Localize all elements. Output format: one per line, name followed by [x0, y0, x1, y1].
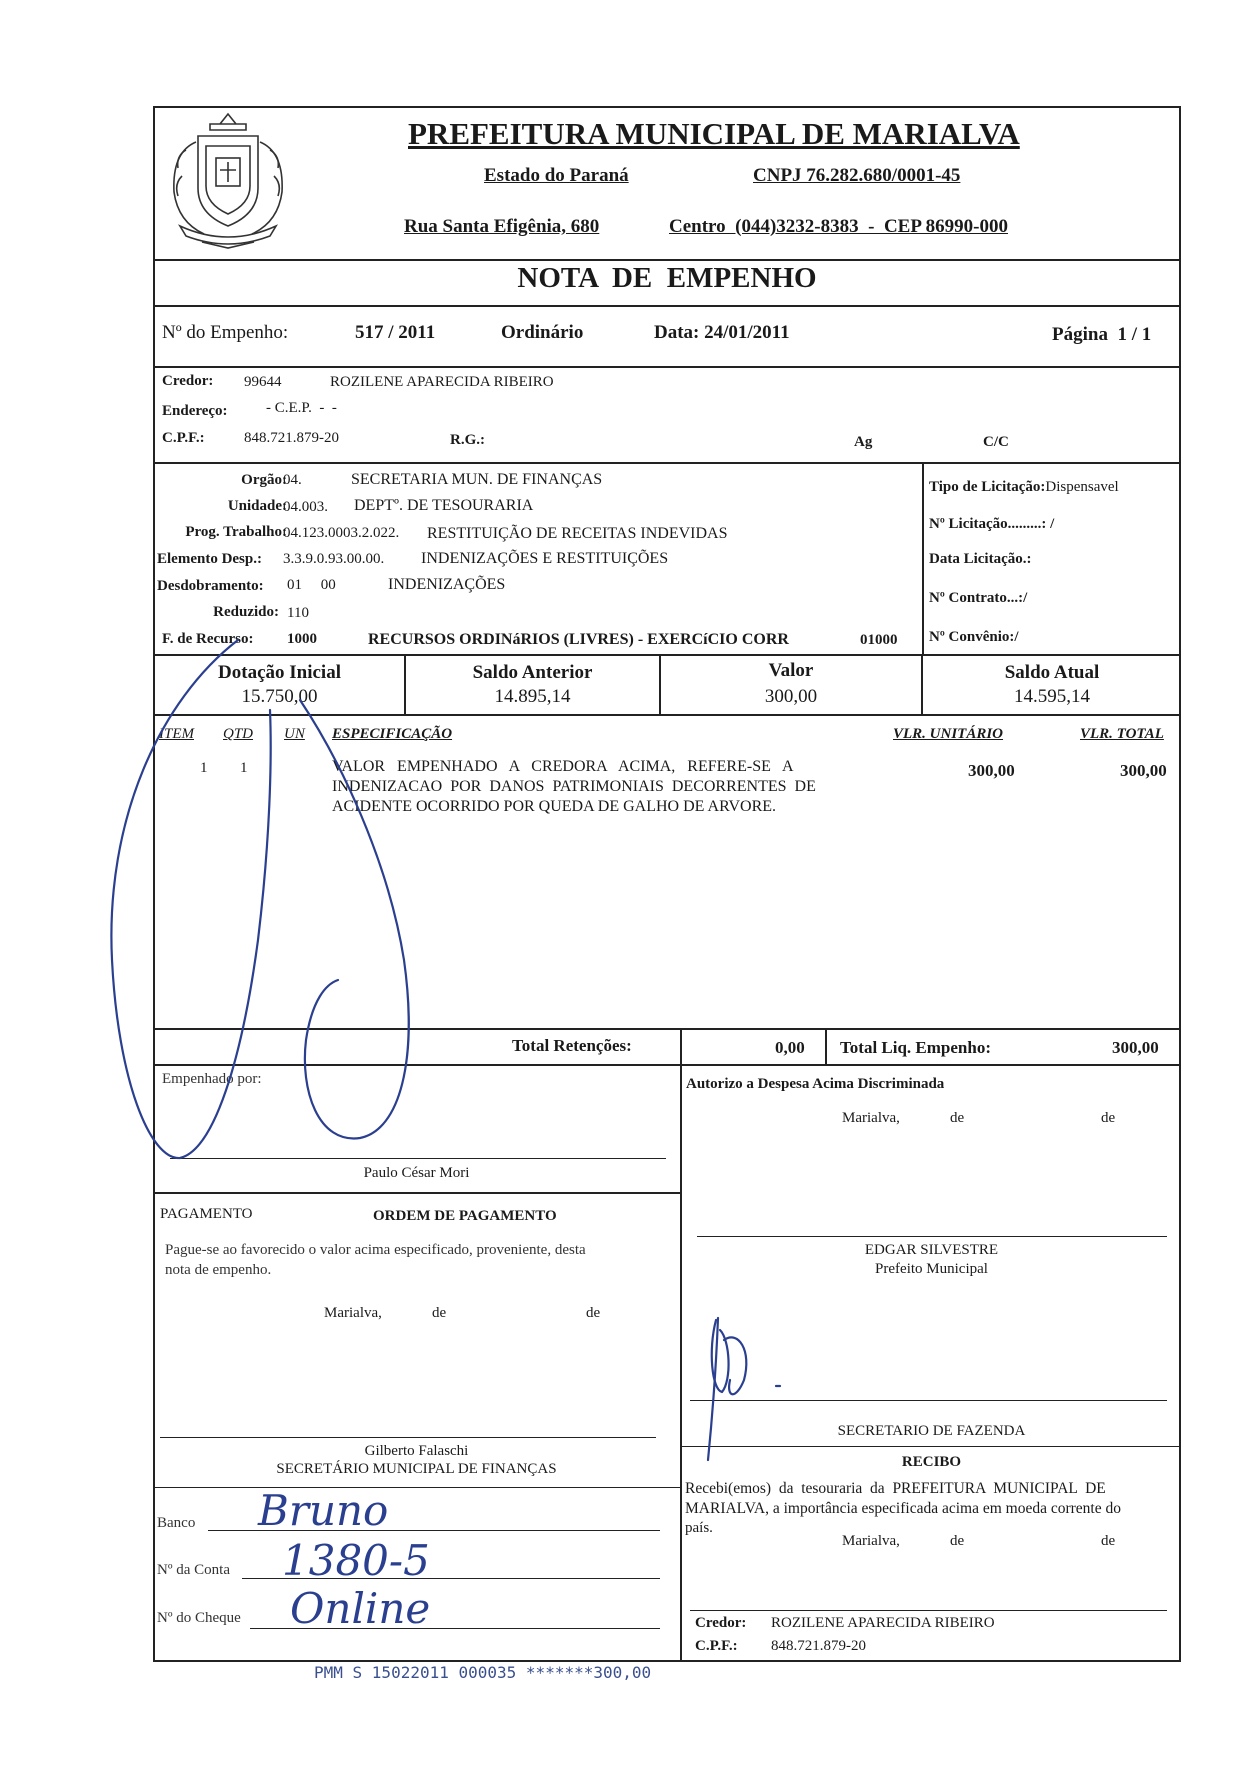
ag-label: Ag	[854, 434, 873, 450]
orgao-label: Orgão:	[241, 472, 287, 488]
desdobramento-name: INDENIZAÇÕES	[388, 576, 506, 593]
qtd-header: QTD	[223, 726, 254, 742]
autorizo-label: Autorizo a Despesa Acima Discriminada	[686, 1076, 945, 1092]
saldo-atual-label: Saldo Atual	[1004, 662, 1100, 683]
unit-price-header: VLR. UNITÁRIO	[893, 726, 1004, 742]
cpf-label: C.P.F.:	[162, 430, 205, 446]
document-title: NOTA DE EMPENHO	[517, 262, 817, 294]
elemento-name: INDENIZAÇÕES E RESTITUIÇÕES	[421, 550, 669, 567]
recibo-credor-label: Credor:	[695, 1615, 747, 1631]
autorizo-de1: de	[950, 1110, 965, 1126]
unidade-label: Unidade:	[227, 498, 287, 514]
rg-label: R.G.:	[450, 432, 485, 448]
recibo-de2: de	[1101, 1533, 1116, 1549]
unidade-name: DEPTº. DE TESOURARIA	[354, 497, 534, 514]
address: Rua Santa Efigênia, 680	[404, 216, 600, 237]
pagamento-place: Marialva,	[324, 1305, 382, 1321]
endereco-label: Endereço:	[162, 403, 228, 419]
desdobramento-code: 01 00	[287, 577, 336, 593]
cnpj: CNPJ 76.282.680/0001-45	[753, 165, 961, 186]
convenio-numero: Nº Convênio:/	[929, 629, 1019, 645]
licitacao-tipo: Tipo de Licitação:Dispensavel	[929, 479, 1119, 495]
saldo-atual-value: 14.595,14	[1014, 686, 1090, 707]
banco-label: Banco	[157, 1515, 196, 1531]
elemento-code: 3.3.9.0.93.00.00.	[283, 551, 385, 567]
pagamento-text-2: nota de empenho.	[165, 1262, 272, 1278]
prog-label: Prog. Trabalho:	[185, 524, 287, 540]
recibo-text-1: Recebi(emos) da tesouraria da PREFEITURA MUNICIPAL DE	[685, 1480, 1106, 1497]
saldo-anterior-value: 14.895,14	[494, 686, 571, 707]
dotacao-inicial-value: 15.750,00	[241, 686, 318, 707]
desdobramento-label: Desdobramento:	[157, 578, 264, 594]
contrato-numero: Nº Contrato...:/	[929, 590, 1028, 606]
prefeito-role: Prefeito Municipal	[875, 1261, 988, 1277]
cheque-handwritten: Online	[290, 1584, 431, 1633]
credor-code: 99644	[244, 374, 282, 390]
un-header: UN	[284, 726, 305, 742]
row-spec-line2: INDENIZACAO POR DANOS PATRIMONIAIS DECORRENTES DE	[332, 778, 816, 795]
row-item: 1	[200, 760, 208, 776]
district-phone: Centro (044)3232-8383 - CEP 86990-000	[669, 216, 1008, 237]
recibo-text-3: país.	[685, 1520, 713, 1536]
recurso-number: 01000	[860, 632, 898, 648]
recibo-cpf: 848.721.879-20	[771, 1638, 866, 1654]
licitacao-numero: Nº Licitação.........: /	[929, 516, 1055, 532]
prog-name: RESTITUIÇÃO DE RECEITAS INDEVIDAS	[427, 525, 728, 542]
empenhado-label: Empenhado por:	[162, 1071, 262, 1087]
empenho-date: Data: 24/01/2011	[654, 322, 790, 343]
liquido-label: Total Liq. Empenho:	[840, 1038, 991, 1057]
pagamento-de1: de	[432, 1305, 447, 1321]
pagamento-label: PAGAMENTO	[160, 1206, 253, 1222]
prefeito-name: EDGAR SILVESTRE	[864, 1242, 999, 1258]
empenho-type: Ordinário	[501, 322, 584, 343]
state-label: Estado do Paraná	[484, 165, 629, 186]
retencoes-value: 0,00	[775, 1038, 805, 1057]
row-unit-price: 300,00	[968, 761, 1015, 780]
conta-label: Nº da Conta	[157, 1562, 230, 1578]
empenhado-signer: Paulo César Mori	[363, 1165, 470, 1181]
cheque-label: Nº do Cheque	[157, 1610, 241, 1626]
cc-label: C/C	[983, 434, 1009, 450]
recibo-cpf-label: C.P.F.:	[695, 1638, 738, 1654]
credor-label: Credor:	[162, 373, 214, 389]
spec-header: ESPECIFICAÇÃO	[332, 726, 453, 742]
dotacao-inicial-label: Dotação Inicial	[218, 662, 341, 683]
row-spec-line3: ACIDENTE OCORRIDO POR QUEDA DE GALHO DE ARVORE.	[332, 798, 777, 815]
licitacao-data: Data Licitação.:	[929, 551, 1032, 567]
valor-value: 300,00	[764, 686, 818, 707]
row-qtd: 1	[240, 760, 248, 776]
orgao-code: 04.	[283, 472, 302, 488]
coat-of-arms-icon	[158, 106, 298, 254]
recibo-title: RECIBO	[901, 1454, 962, 1470]
autorizo-de2: de	[1101, 1110, 1116, 1126]
reduzido-value: 110	[287, 605, 309, 621]
page-title: PREFEITURA MUNICIPAL DE MARIALVA	[408, 116, 1020, 151]
pagamento-text-1: Pague-se ao favorecido o valor acima especificado, proveniente, desta	[165, 1242, 586, 1258]
recibo-text-2: MARIALVA, a importância especificada acima em moeda corrente do	[685, 1500, 1121, 1517]
reduzido-label: Reduzido:	[213, 604, 279, 620]
financas-role: SECRETÁRIO MUNICIPAL DE FINANÇAS	[276, 1461, 557, 1477]
liquido-value: 300,00	[1112, 1038, 1159, 1057]
row-total: 300,00	[1120, 761, 1167, 780]
page-number: Página 1 / 1	[1052, 324, 1152, 345]
recibo-de1: de	[950, 1533, 965, 1549]
prog-code: 04.123.0003.2.022.	[283, 525, 400, 541]
row-spec-line1: VALOR EMPENHADO A CREDORA ACIMA, REFERE-SE A	[332, 758, 794, 775]
conta-handwritten: 1380-5	[282, 1536, 430, 1585]
autorizo-place: Marialva,	[842, 1110, 900, 1126]
printed-stamp: PMM S 15022011 000035 *******300,00	[314, 1663, 652, 1682]
recurso-name: RECURSOS ORDINáRIOS (LIVRES) - EXERCíCIO CORR	[368, 631, 789, 648]
recibo-credor-name: ROZILENE APARECIDA RIBEIRO	[771, 1615, 995, 1631]
retencoes-label: Total Retenções:	[512, 1036, 632, 1055]
unidade-code: 04.003.	[283, 499, 328, 515]
orgao-name: SECRETARIA MUN. DE FINANÇAS	[351, 471, 603, 488]
empenho-number: 517 / 2011	[355, 322, 436, 343]
total-header: VLR. TOTAL	[1080, 726, 1164, 742]
recurso-label: F. de Recurso:	[162, 631, 254, 647]
recibo-place: Marialva,	[842, 1533, 900, 1549]
secretario-fazenda: SECRETARIO DE FAZENDA	[837, 1423, 1026, 1439]
cpf-value: 848.721.879-20	[244, 430, 339, 446]
banco-handwritten: Bruno	[258, 1486, 389, 1535]
endereco-value: - C.E.P. - -	[266, 400, 337, 416]
elemento-label: Elemento Desp.:	[157, 551, 262, 567]
item-header: ITEM	[159, 726, 194, 742]
empenho-label: Nº do Empenho:	[162, 322, 289, 343]
saldo-anterior-label: Saldo Anterior	[472, 662, 593, 683]
valor-label: Valor	[768, 660, 814, 681]
ordem-pagamento-title: ORDEM DE PAGAMENTO	[373, 1208, 557, 1224]
credor-name: ROZILENE APARECIDA RIBEIRO	[330, 374, 554, 390]
financas-signer: Gilberto Falaschi	[364, 1443, 469, 1459]
pagamento-de2: de	[586, 1305, 601, 1321]
recurso-code: 1000	[287, 631, 317, 647]
